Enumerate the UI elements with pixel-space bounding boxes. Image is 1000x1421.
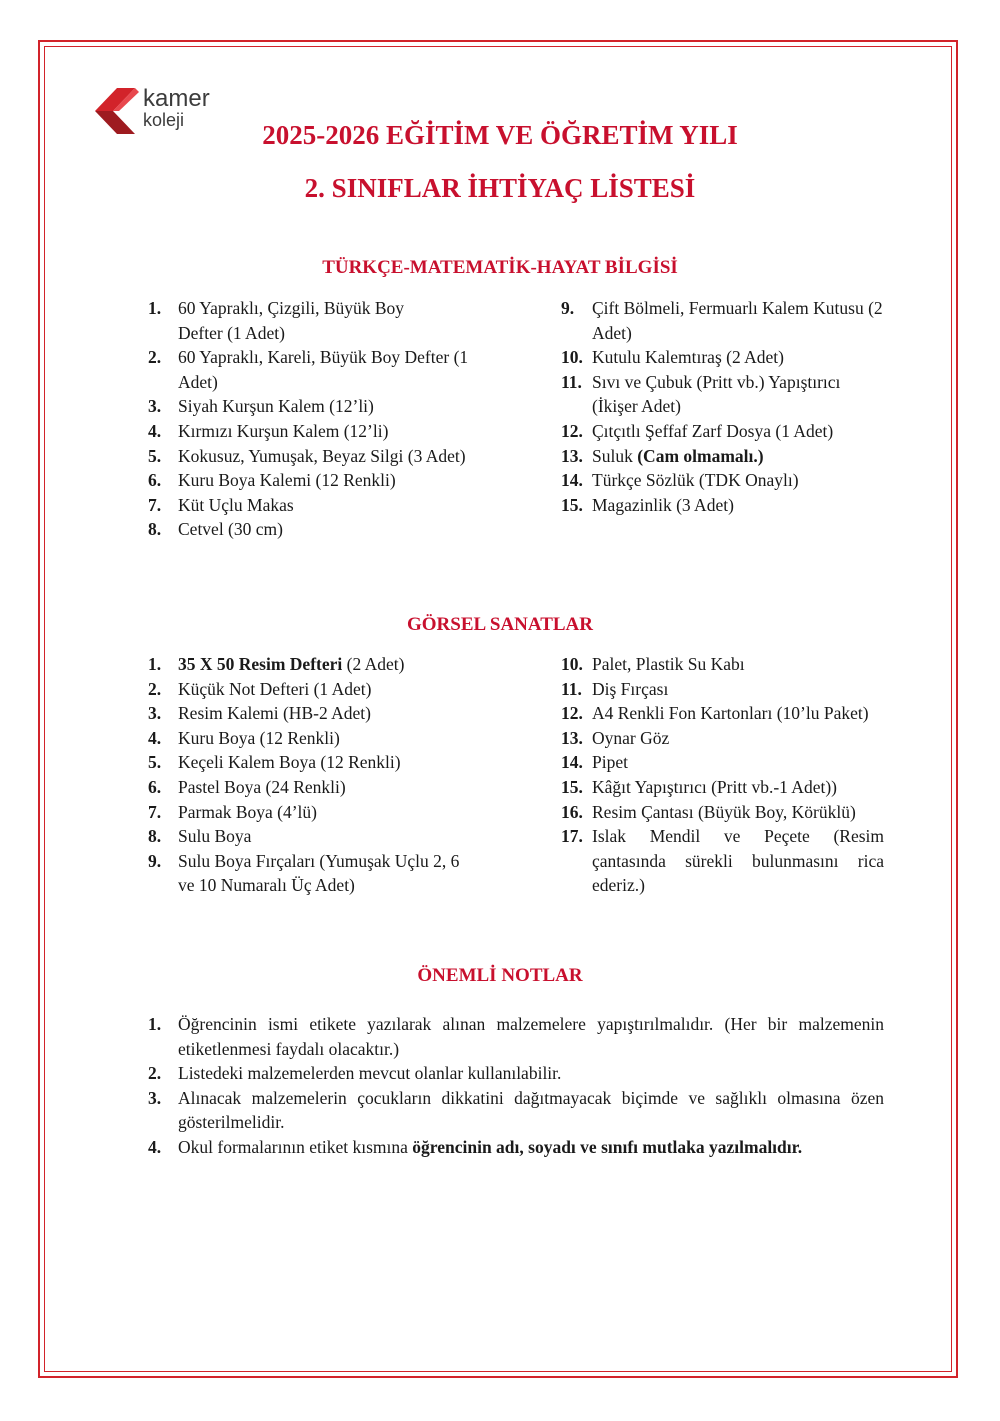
list-item bbox=[561, 370, 891, 419]
item-text: Sulu Boya bbox=[178, 826, 252, 847]
document-title: 2025-2026 EĞİTİM VE ÖĞRETİM YILI bbox=[262, 120, 738, 150]
item-number: 14. bbox=[561, 752, 583, 773]
item-text: Pipet bbox=[592, 752, 628, 773]
item-text: Palet, Plastik Su Kabı bbox=[592, 654, 745, 674]
item-number: 16. bbox=[561, 801, 583, 822]
item-number: 8. bbox=[148, 826, 162, 847]
item-number: 9. bbox=[561, 298, 575, 318]
item-number: 6. bbox=[148, 470, 162, 491]
item-number: 4. bbox=[148, 420, 162, 441]
item-text: Cetvel (30 cm) bbox=[178, 519, 283, 540]
item-number: 2. bbox=[148, 678, 162, 699]
note-item bbox=[148, 1135, 884, 1160]
item-text: Suluk (Cam olmamalı.) bbox=[592, 445, 764, 466]
item-number: 10. bbox=[561, 347, 583, 368]
note-item bbox=[148, 1086, 884, 1135]
list-item bbox=[561, 701, 884, 726]
item-text: 35 X 50 Resim Defteri (2 Adet) bbox=[178, 654, 405, 674]
item-text: Kırmızı Kurşun Kalem (12’li) bbox=[178, 420, 389, 441]
item-text: Oynar Göz bbox=[592, 727, 670, 748]
list-item bbox=[561, 468, 891, 493]
list-item bbox=[561, 493, 891, 518]
section-title-onemli-notlar: ÖNEMLİ NOTLAR bbox=[417, 965, 583, 986]
item-text: Kuru Boya (12 Renkli) bbox=[178, 727, 340, 748]
list-item bbox=[148, 824, 488, 849]
item-number: 5. bbox=[148, 445, 162, 466]
item-number: 3. bbox=[148, 1087, 162, 1108]
list-item bbox=[561, 296, 891, 345]
item-text: Çıtçıtlı Şeffaf Zarf Dosya (1 Adet) bbox=[592, 420, 834, 441]
item-text: Parmak Boya (4’lü) bbox=[178, 801, 317, 822]
item-text: Kâğıt Yapıştırıcı (Pritt vb.-1 Adet)) bbox=[592, 776, 837, 797]
item-number: 4. bbox=[148, 727, 162, 748]
section-title-turkce-matematik: TÜRKÇE-MATEMATİK-HAYAT BİLGİSİ bbox=[322, 257, 678, 278]
item-text: Kokusuz, Yumuşak, Beyaz Silgi (3 Adet) bbox=[178, 445, 466, 466]
list-item bbox=[561, 726, 884, 751]
list-item bbox=[561, 824, 884, 898]
section2-right-list bbox=[561, 652, 884, 898]
item-number: 1. bbox=[148, 298, 162, 318]
item-text: Küçük Not Defteri (1 Adet) bbox=[178, 678, 372, 699]
item-number: 15. bbox=[561, 494, 583, 515]
item-text: Alınacak malzemelerin çocukların dikkatini dağıtmayacak biçimde ve sağlıklı olmasına özen gösterilmelidir. bbox=[178, 1087, 884, 1133]
item-text: 60 Yapraklı, Kareli, Büyük Boy Defter (1 Adet) bbox=[178, 347, 469, 392]
item-text: Siyah Kurşun Kalem (12’li) bbox=[178, 396, 374, 417]
item-number: 11. bbox=[561, 371, 582, 392]
item-text: Küt Uçlu Makas bbox=[178, 494, 294, 515]
item-number: 8. bbox=[148, 519, 162, 540]
item-number: 6. bbox=[148, 776, 162, 797]
item-number: 17. bbox=[561, 826, 583, 847]
note-item bbox=[148, 1012, 884, 1061]
list-item bbox=[148, 652, 488, 677]
item-number: 12. bbox=[561, 703, 583, 724]
list-item bbox=[148, 517, 488, 542]
list-item bbox=[561, 444, 891, 469]
list-item bbox=[148, 726, 488, 751]
item-text: A4 Renkli Fon Kartonları (10’lu Paket) bbox=[592, 703, 869, 724]
item-text: Listedeki malzemelerden mevcut olanlar kullanılabilir. bbox=[178, 1063, 562, 1084]
item-text: Kutulu Kalemtıraş (2 Adet) bbox=[592, 347, 784, 368]
item-number: 10. bbox=[561, 654, 583, 674]
item-number: 7. bbox=[148, 801, 162, 822]
list-item bbox=[148, 296, 448, 345]
list-item bbox=[561, 800, 884, 825]
note-item bbox=[148, 1061, 884, 1086]
list-item bbox=[148, 775, 488, 800]
notes-list bbox=[148, 1012, 884, 1160]
item-number: 2. bbox=[148, 347, 162, 368]
item-number: 1. bbox=[148, 654, 162, 674]
section1-right-list bbox=[561, 296, 891, 517]
item-text: Islak Mendil ve Peçete (Resim çantasında sürekli bulunmasını rica ederiz.) bbox=[592, 826, 884, 896]
item-text: Çift Bölmeli, Fermuarlı Kalem Kutusu (2 Adet) bbox=[592, 298, 883, 343]
item-number: 11. bbox=[561, 678, 582, 699]
section1-left-list bbox=[148, 296, 488, 542]
list-item bbox=[148, 493, 488, 518]
item-text: Öğrencinin ismi etikete yazılarak alınan malzemelere yapıştırılmalıdır. (Her bir malzemenin etiketlenmesi faydalı olacaktır.) bbox=[178, 1014, 884, 1059]
item-number: 2. bbox=[148, 1063, 162, 1084]
item-text: Resim Kalemi (HB-2 Adet) bbox=[178, 703, 371, 724]
list-item bbox=[148, 468, 488, 493]
section2-left-list bbox=[148, 652, 488, 898]
list-item bbox=[561, 775, 884, 800]
item-number: 13. bbox=[561, 727, 583, 748]
list-item bbox=[148, 677, 488, 702]
document-subtitle: 2. SINIFLAR İHTİYAÇ LİSTESİ bbox=[304, 173, 696, 203]
list-item bbox=[148, 849, 488, 898]
item-number: 5. bbox=[148, 752, 162, 773]
item-number: 14. bbox=[561, 470, 583, 491]
item-number: 13. bbox=[561, 445, 583, 466]
list-item bbox=[561, 419, 891, 444]
item-number: 15. bbox=[561, 776, 583, 797]
item-text: Sulu Boya Fırçaları (Yumuşak Uçlu 2, 6 ve 10 Numaralı Üç Adet) bbox=[178, 850, 460, 896]
item-text: Diş Fırçası bbox=[592, 678, 669, 699]
item-number: 3. bbox=[148, 396, 162, 417]
item-text: Türkçe Sözlük (TDK Onaylı) bbox=[592, 470, 799, 491]
list-item bbox=[561, 677, 884, 702]
item-text: Okul formalarının etiket kısmına öğrencinin adı, soyadı ve sınıfı mutlaka yazılmalıdır. bbox=[178, 1136, 803, 1157]
item-text: Pastel Boya (24 Renkli) bbox=[178, 776, 346, 797]
logo-name: kamer bbox=[143, 85, 210, 112]
item-number: 12. bbox=[561, 420, 583, 441]
item-text: 60 Yapraklı, Çizgili, Büyük Boy Defter (1 Adet) bbox=[178, 298, 405, 343]
item-text: Resim Çantası (Büyük Boy, Körüklü) bbox=[592, 801, 856, 822]
list-item bbox=[148, 701, 488, 726]
item-number: 9. bbox=[148, 850, 162, 871]
list-item bbox=[148, 750, 488, 775]
list-item bbox=[148, 800, 488, 825]
list-item bbox=[148, 419, 488, 444]
item-number: 4. bbox=[148, 1136, 162, 1157]
item-number: 7. bbox=[148, 494, 162, 515]
list-item bbox=[148, 394, 488, 419]
logo-subtitle: koleji bbox=[143, 110, 185, 130]
item-text: Kuru Boya Kalemi (12 Renkli) bbox=[178, 470, 396, 491]
item-number: 1. bbox=[148, 1014, 162, 1034]
item-number: 3. bbox=[148, 703, 162, 724]
item-text: Magazinlik (3 Adet) bbox=[592, 494, 734, 515]
section-title-gorsel-sanatlar: GÖRSEL SANATLAR bbox=[406, 614, 593, 635]
list-item bbox=[561, 652, 884, 677]
list-item bbox=[148, 345, 488, 394]
list-item bbox=[561, 345, 891, 370]
list-item bbox=[561, 750, 884, 775]
item-text: Keçeli Kalem Boya (12 Renkli) bbox=[178, 752, 401, 773]
item-text: Sıvı ve Çubuk (Pritt vb.) Yapıştırıcı (İkişer Adet) bbox=[592, 371, 841, 417]
list-item bbox=[148, 444, 488, 469]
